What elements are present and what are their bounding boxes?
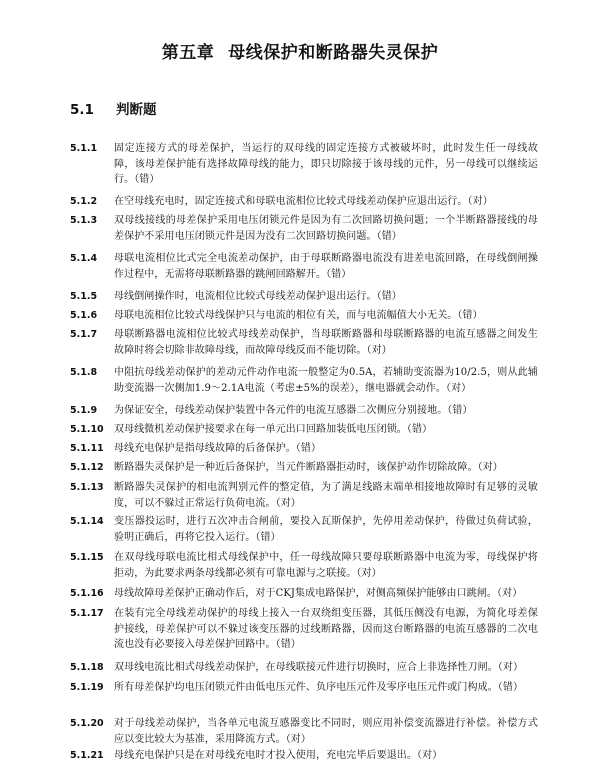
question-item <box>70 422 538 438</box>
question-number: 5.1.16 <box>70 588 104 599</box>
question-number: 5.1.2 <box>70 196 98 207</box>
question-number: 5.1.9 <box>70 405 98 416</box>
question-item <box>70 194 538 210</box>
question-text: 母线充电保护只是在对母线充电时才投入使用，充电完毕后要退出。（对） <box>114 750 443 761</box>
question-text: 固定连接方式的母差保护，当运行的双母线的固定连接方式被破坏时，此时发生任一母线故障，该母差保护能有选择故障母线的能力，即只切除接于该母线的元件，另一母线可以继续运行。（错） <box>114 143 538 185</box>
question-text: 断路器失灵保护是一种近后备保护，当元件断路器拒动时，该保护动作切除故障。（对） <box>114 462 503 473</box>
question-item <box>70 460 538 476</box>
section-name: 判断题 <box>116 102 157 118</box>
question-number: 5.1.12 <box>70 462 104 473</box>
question-number: 5.1.10 <box>70 424 104 435</box>
question-text: 母联电流相位比较式母线保护只与电流的相位有关，而与电流幅值大小无关。（错） <box>114 310 483 321</box>
question-item <box>70 289 538 305</box>
question-item <box>70 480 538 511</box>
question-item <box>70 213 538 244</box>
question-number: 5.1.3 <box>70 215 98 226</box>
question-text: 双母线微机差动保护接要求在每一单元出口回路加装低电压闭锁。（错） <box>114 424 433 435</box>
chapter-name: 母线保护和断路器失灵保护 <box>228 43 439 63</box>
question-text: 为保证安全，母线差动保护装置中各元件的电流互感器二次侧应分别接地。（错） <box>114 405 473 416</box>
question-number: 5.1.4 <box>70 253 98 264</box>
question-text: 中阻抗母线差动保护的差动元件动作电流一般整定为0.5A，若辅助变流器为10/2.5，则从此辅助变流器一次侧加1.9～2.1A电流（考虑±5%的误差），继电器就会动作。（对） <box>114 367 538 394</box>
question-number: 5.1.14 <box>70 516 104 527</box>
section-number: 5.1 <box>70 102 94 118</box>
chapter-title <box>0 38 600 63</box>
question-number: 5.1.15 <box>70 552 104 563</box>
question-number: 5.1.7 <box>70 329 98 340</box>
question-number: 5.1.18 <box>70 662 104 673</box>
question-text: 双母线电流比相式母线差动保护，在母线联接元件进行切换时，应合上非选择性刀闸。（对） <box>114 662 524 673</box>
question-text: 变压器投运时，进行五次冲击合闸前，要投入瓦斯保护，先停用差动保护，待做过负荷试验，验明正确后，再将它投入运行。（错） <box>114 516 538 543</box>
question-text: 母线倒闸操作时，电流相位比较式母线差动保护退出运行。（错） <box>114 291 402 302</box>
question-item <box>70 403 538 419</box>
question-number: 5.1.1 <box>70 143 98 154</box>
chapter-number: 第五章 <box>161 43 215 63</box>
question-number: 5.1.8 <box>70 367 98 378</box>
question-text: 断路器失灵保护的相电流判别元件的整定值，为了满足线路末端单相接地故障时有足够的灵敏度，可以不躲过正常运行负荷电流。（对） <box>114 482 538 509</box>
question-item <box>70 606 538 653</box>
question-item <box>70 251 538 282</box>
question-item <box>70 716 538 747</box>
question-text: 在双母线母联电流比相式母线保护中，任一母线故障只要母联断路器中电流为零，母线保护将拒动，为此要求两条母线都必须有可靠电源与之联接。（对） <box>114 552 538 579</box>
question-item <box>70 308 538 324</box>
question-text: 母线充电保护是指母线故障的后备保护。（错） <box>114 443 322 454</box>
question-text: 双母线接线的母差保护采用电压闭锁元件是因为有二次回路切换问题；一个半断路器接线的母差保护不采用电压闭锁元件是因为没有二次回路切换问题。（错） <box>114 215 538 242</box>
question-item <box>70 441 538 457</box>
question-text: 对于母线差动保护，当各单元电流互感器变比不同时，则应用补偿变流器进行补偿。补偿方式应以变比较大为基准，采用降流方式。（对） <box>114 718 538 745</box>
question-text: 在装有完全母线差动保护的母线上接入一台双绕组变压器，其低压侧没有电源，为简化母差保护接线，母差保护可以不躲过该变压器的过线断路器，因而这台断路器的电流互感器的二次电流也没有必要接入母差保护回路中。（错） <box>114 608 538 650</box>
question-item <box>70 680 538 696</box>
question-number: 5.1.11 <box>70 443 104 454</box>
question-item <box>70 748 538 764</box>
question-number: 5.1.13 <box>70 482 104 493</box>
question-number: 5.1.5 <box>70 291 98 302</box>
question-text: 母联电流相位比式完全电流差动保护，由于母联断路器电流没有进差电流回路，在母线倒闸操作过程中，无需将母联断路器的跳闸回路解开。（错） <box>114 253 538 280</box>
question-item <box>70 514 538 545</box>
question-item <box>70 327 538 358</box>
question-item <box>70 365 538 396</box>
question-item <box>70 586 538 602</box>
question-number: 5.1.17 <box>70 608 104 619</box>
section-heading <box>70 98 157 118</box>
question-number: 5.1.21 <box>70 750 104 761</box>
question-text: 母线故障母差保护正确动作后，对于CKJ集成电路保护，对侧高频保护能够由口跳闸。（对） <box>114 588 523 599</box>
question-number: 5.1.6 <box>70 310 98 321</box>
question-number: 5.1.20 <box>70 718 104 729</box>
question-text: 在空母线充电时，固定连接式和母联电流相位比较式母线差动保护应退出运行。（对） <box>114 196 493 207</box>
question-number: 5.1.19 <box>70 682 104 693</box>
question-item <box>70 660 538 676</box>
question-text: 所有母差保护均电压闭锁元件由低电压元件、负序电压元件及零序电压元件或门构成。（错） <box>114 682 524 693</box>
question-text: 母联断路器电流相位比较式母线差动保护，当母联断路器和母联断路器的电流互感器之间发生故障时将会切除非故障母线，而故障母线反而不能切除。（对） <box>114 329 538 356</box>
question-item <box>70 141 538 188</box>
question-item <box>70 550 538 581</box>
